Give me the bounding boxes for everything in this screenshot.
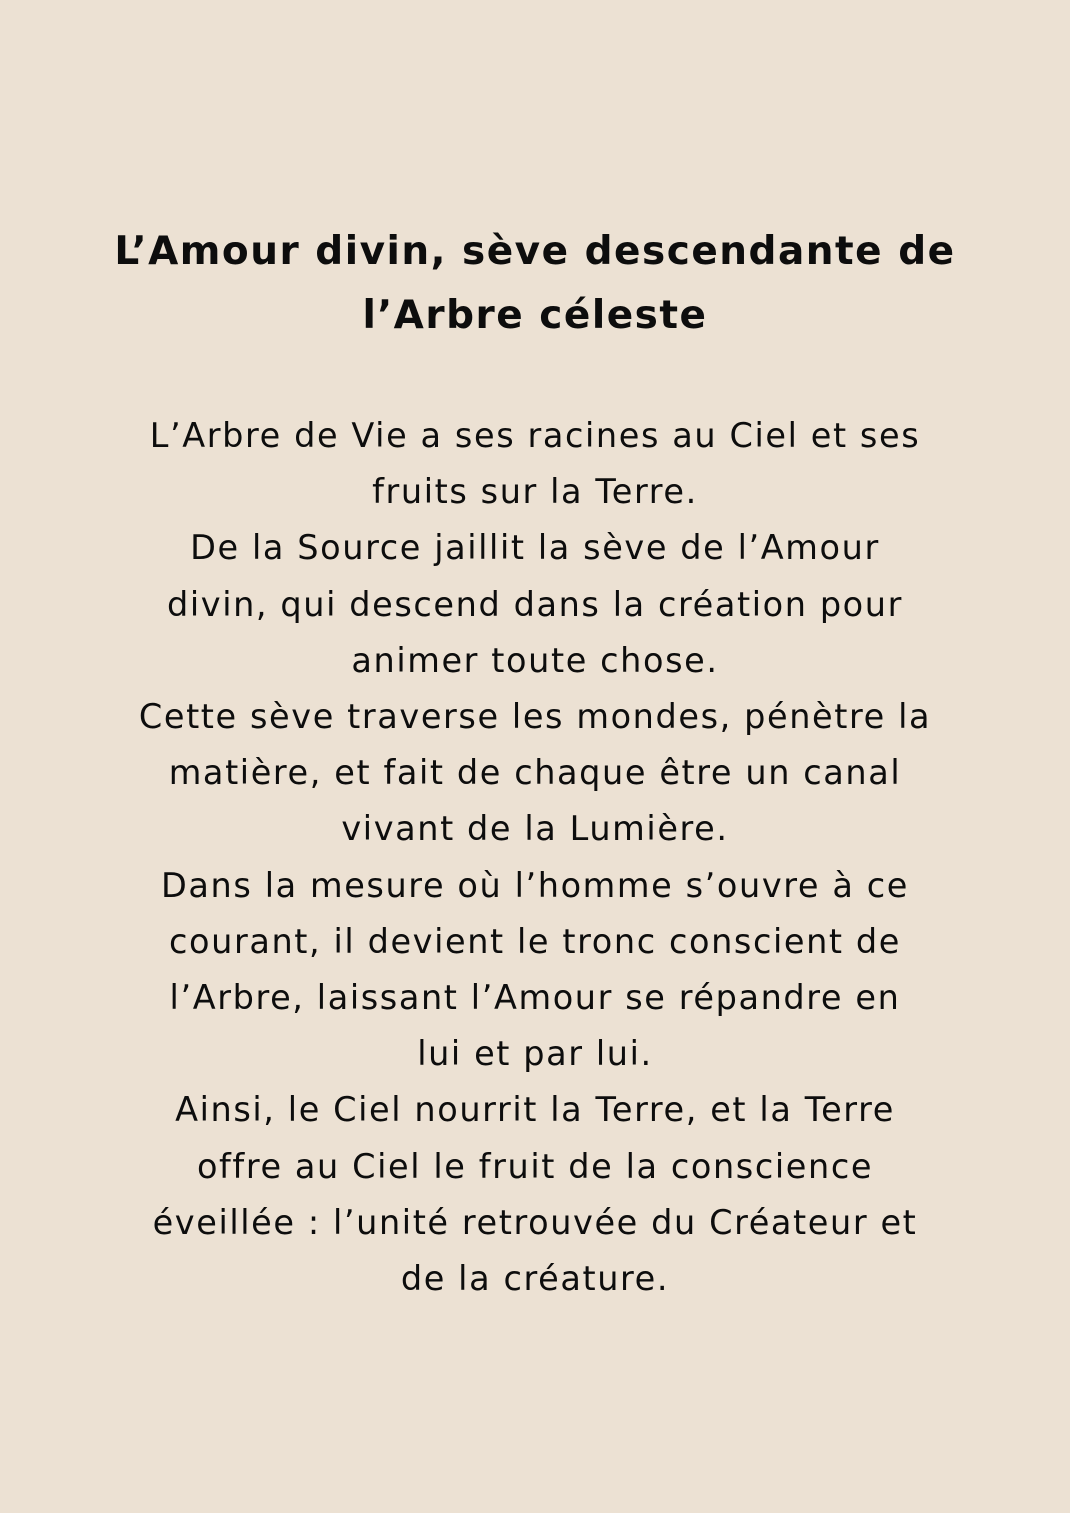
paragraph-2 [90,520,980,689]
text-line: Ainsi, le Ciel nourrit la Terre, et la Terre [175,1090,895,1130]
text-line: divin, qui descend dans la création pour [167,584,903,624]
text-line: offre au Ciel le fruit de la conscience [196,1146,874,1186]
text-line: lui et par lui. [417,1034,653,1074]
text-line: l’Arbre, laissant l’Amour se répandre en [169,978,901,1018]
paragraph-3 [90,689,980,858]
text-line: L’Arbre de Vie a ses racines au Ciel et ses [149,416,921,455]
document-title [90,220,980,348]
text-line: de la créature. [400,1259,670,1299]
text-line: éveillée : l’unité retrouvée du Créateur et [152,1202,918,1242]
text-line: Cette sève traverse les mondes, pénètre la [138,697,932,737]
text-line: De la Source jaillit la sève de l’Amour [190,528,880,568]
text-line: courant, il devient le tronc conscient de [169,921,901,961]
title-line: L’Amour divin, sève descendante de [114,229,956,274]
paragraph-1 [90,408,980,520]
text-line: matière, et fait de chaque être un canal [168,753,902,793]
text-line: Dans la mesure où l’homme s’ouvre à ce [161,865,909,905]
title-line: l’Arbre céleste [362,293,708,338]
text-line: vivant de la Lumière. [341,809,729,849]
text-line: fruits sur la Terre. [372,472,698,512]
document-content [90,220,980,1307]
paragraph-4 [90,858,980,1083]
paragraph-5 [90,1082,980,1307]
text-line: animer toute chose. [351,640,719,680]
document-body [90,408,980,1307]
